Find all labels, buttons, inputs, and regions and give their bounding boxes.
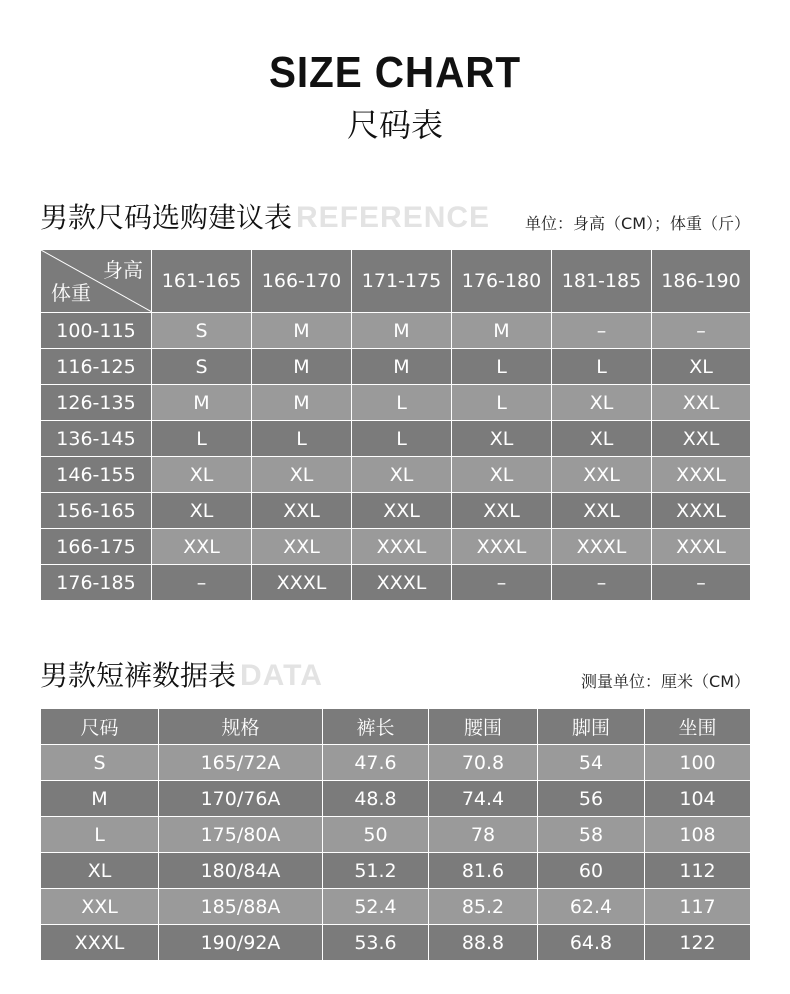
table-cell: 117 xyxy=(645,889,751,925)
weight-row-header: 176-185 xyxy=(41,565,152,601)
size-cell: XL xyxy=(452,457,552,493)
table-row xyxy=(41,745,751,781)
table-cell: 165/72A xyxy=(159,745,323,781)
table-row xyxy=(41,925,751,961)
table-cell: 88.8 xyxy=(429,925,538,961)
size-recommendation-title-text: 男款尺码选购建议表 xyxy=(40,201,293,234)
size-cell: M xyxy=(252,385,352,421)
table-cell: 58 xyxy=(538,817,645,853)
table-cell: XL xyxy=(41,853,159,889)
size-cell: – xyxy=(152,565,252,601)
size-cell: M xyxy=(352,349,452,385)
size-cell: XXL xyxy=(252,493,352,529)
size-cell: – xyxy=(652,313,751,349)
table-cell: 175/80A xyxy=(159,817,323,853)
table-cell: 53.6 xyxy=(323,925,429,961)
size-cell: XXL xyxy=(652,421,751,457)
size-cell: XL xyxy=(152,457,252,493)
size-cell: M xyxy=(252,313,352,349)
page-title-chinese: 尺码表 xyxy=(346,106,443,144)
column-header: 裤长 xyxy=(323,709,429,745)
size-cell: – xyxy=(552,565,652,601)
table-cell: 50 xyxy=(323,817,429,853)
table-cell: XXXL xyxy=(41,925,159,961)
size-cell: L xyxy=(452,385,552,421)
corner-weight-label: 体重 xyxy=(51,281,91,305)
table-row xyxy=(41,853,751,889)
table-cell: 104 xyxy=(645,781,751,817)
table-cell: 112 xyxy=(645,853,751,889)
size-cell: XXL xyxy=(352,493,452,529)
table-cell: 52.4 xyxy=(323,889,429,925)
table-cell: 170/76A xyxy=(159,781,323,817)
size-cell: – xyxy=(652,565,751,601)
size-cell: XL xyxy=(252,457,352,493)
table-row xyxy=(41,457,751,493)
table-cell: 62.4 xyxy=(538,889,645,925)
size-cell: XXXL xyxy=(652,457,751,493)
table-cell: S xyxy=(41,745,159,781)
size-cell: XL xyxy=(552,385,652,421)
weight-row-header: 156-165 xyxy=(41,493,152,529)
size-cell: XXL xyxy=(552,457,652,493)
table-row xyxy=(41,565,751,601)
table-row xyxy=(41,313,751,349)
table-cell: 51.2 xyxy=(323,853,429,889)
weight-row-header: 146-155 xyxy=(41,457,152,493)
height-column-header: 166-170 xyxy=(252,250,352,313)
size-cell: L xyxy=(252,421,352,457)
table-cell: M xyxy=(41,781,159,817)
size-recommendation-unit: 单位：身高（CM）；体重（斤） xyxy=(525,214,750,233)
height-column-header: 186-190 xyxy=(652,250,751,313)
size-cell: XXXL xyxy=(652,493,751,529)
table-cell: 48.8 xyxy=(323,781,429,817)
size-cell: M xyxy=(352,313,452,349)
size-cell: S xyxy=(152,313,252,349)
table-row xyxy=(41,889,751,925)
weight-row-header: 126-135 xyxy=(41,385,152,421)
table-cell: L xyxy=(41,817,159,853)
weight-row-header: 136-145 xyxy=(41,421,152,457)
size-cell: M xyxy=(152,385,252,421)
column-header: 坐围 xyxy=(645,709,751,745)
size-recommendation-table xyxy=(40,249,751,601)
size-cell: S xyxy=(152,349,252,385)
table-cell: 56 xyxy=(538,781,645,817)
data-watermark: DATA xyxy=(240,659,323,692)
shorts-data-unit: 测量单位：厘米（CM） xyxy=(581,672,750,691)
table-cell: 185/88A xyxy=(159,889,323,925)
size-cell: XXXL xyxy=(352,565,452,601)
page-title-english: SIZE CHART xyxy=(268,48,522,97)
table-cell: 60 xyxy=(538,853,645,889)
column-header: 脚围 xyxy=(538,709,645,745)
table-row xyxy=(41,493,751,529)
table-cell: 108 xyxy=(645,817,751,853)
table-row xyxy=(41,817,751,853)
size-cell: XL xyxy=(352,457,452,493)
table-corner-cell xyxy=(41,250,152,313)
weight-row-header: 166-175 xyxy=(41,529,152,565)
table-cell: 78 xyxy=(429,817,538,853)
size-cell: XXL xyxy=(552,493,652,529)
height-column-header: 181-185 xyxy=(552,250,652,313)
size-cell: XXL xyxy=(252,529,352,565)
shorts-data-table xyxy=(40,708,751,961)
size-cell: XXL xyxy=(452,493,552,529)
weight-row-header: 116-125 xyxy=(41,349,152,385)
size-cell: XL xyxy=(652,349,751,385)
size-cell: XL xyxy=(452,421,552,457)
size-cell: XXXL xyxy=(452,529,552,565)
size-cell: L xyxy=(352,421,452,457)
shorts-data-header xyxy=(40,658,750,698)
table-cell: 47.6 xyxy=(323,745,429,781)
size-cell: XL xyxy=(552,421,652,457)
size-cell: – xyxy=(452,565,552,601)
shorts-data-title xyxy=(40,654,323,694)
size-cell: L xyxy=(452,349,552,385)
corner-height-label: 身高 xyxy=(103,258,143,282)
size-cell: XXXL xyxy=(252,565,352,601)
table-row xyxy=(41,385,751,421)
table-cell: 70.8 xyxy=(429,745,538,781)
column-header: 腰围 xyxy=(429,709,538,745)
size-cell: XXXL xyxy=(352,529,452,565)
weight-row-header: 100-115 xyxy=(41,313,152,349)
table-cell: 81.6 xyxy=(429,853,538,889)
size-cell: L xyxy=(352,385,452,421)
height-column-header: 171-175 xyxy=(352,250,452,313)
size-cell: XXL xyxy=(652,385,751,421)
size-cell: L xyxy=(152,421,252,457)
table-cell: 85.2 xyxy=(429,889,538,925)
size-cell: XXL xyxy=(152,529,252,565)
table-cell: 54 xyxy=(538,745,645,781)
table-row xyxy=(41,349,751,385)
table-cell: 100 xyxy=(645,745,751,781)
column-header: 规格 xyxy=(159,709,323,745)
size-cell: XXXL xyxy=(652,529,751,565)
table-row xyxy=(41,781,751,817)
size-cell: L xyxy=(552,349,652,385)
size-cell: – xyxy=(552,313,652,349)
reference-watermark: REFERENCE xyxy=(296,201,491,234)
table-cell: 74.4 xyxy=(429,781,538,817)
table-cell: 180/84A xyxy=(159,853,323,889)
table-row xyxy=(41,421,751,457)
size-recommendation-title xyxy=(40,196,490,236)
table-cell: 64.8 xyxy=(538,925,645,961)
size-recommendation-header xyxy=(40,200,750,240)
column-header: 尺码 xyxy=(41,709,159,745)
size-cell: M xyxy=(252,349,352,385)
table-cell: 122 xyxy=(645,925,751,961)
table-row xyxy=(41,529,751,565)
height-column-header: 176-180 xyxy=(452,250,552,313)
size-cell: M xyxy=(452,313,552,349)
shorts-data-title-text: 男款短裤数据表 xyxy=(40,659,237,692)
height-column-header: 161-165 xyxy=(152,250,252,313)
table-cell: XXL xyxy=(41,889,159,925)
size-cell: XL xyxy=(152,493,252,529)
table-cell: 190/92A xyxy=(159,925,323,961)
size-cell: XXXL xyxy=(552,529,652,565)
